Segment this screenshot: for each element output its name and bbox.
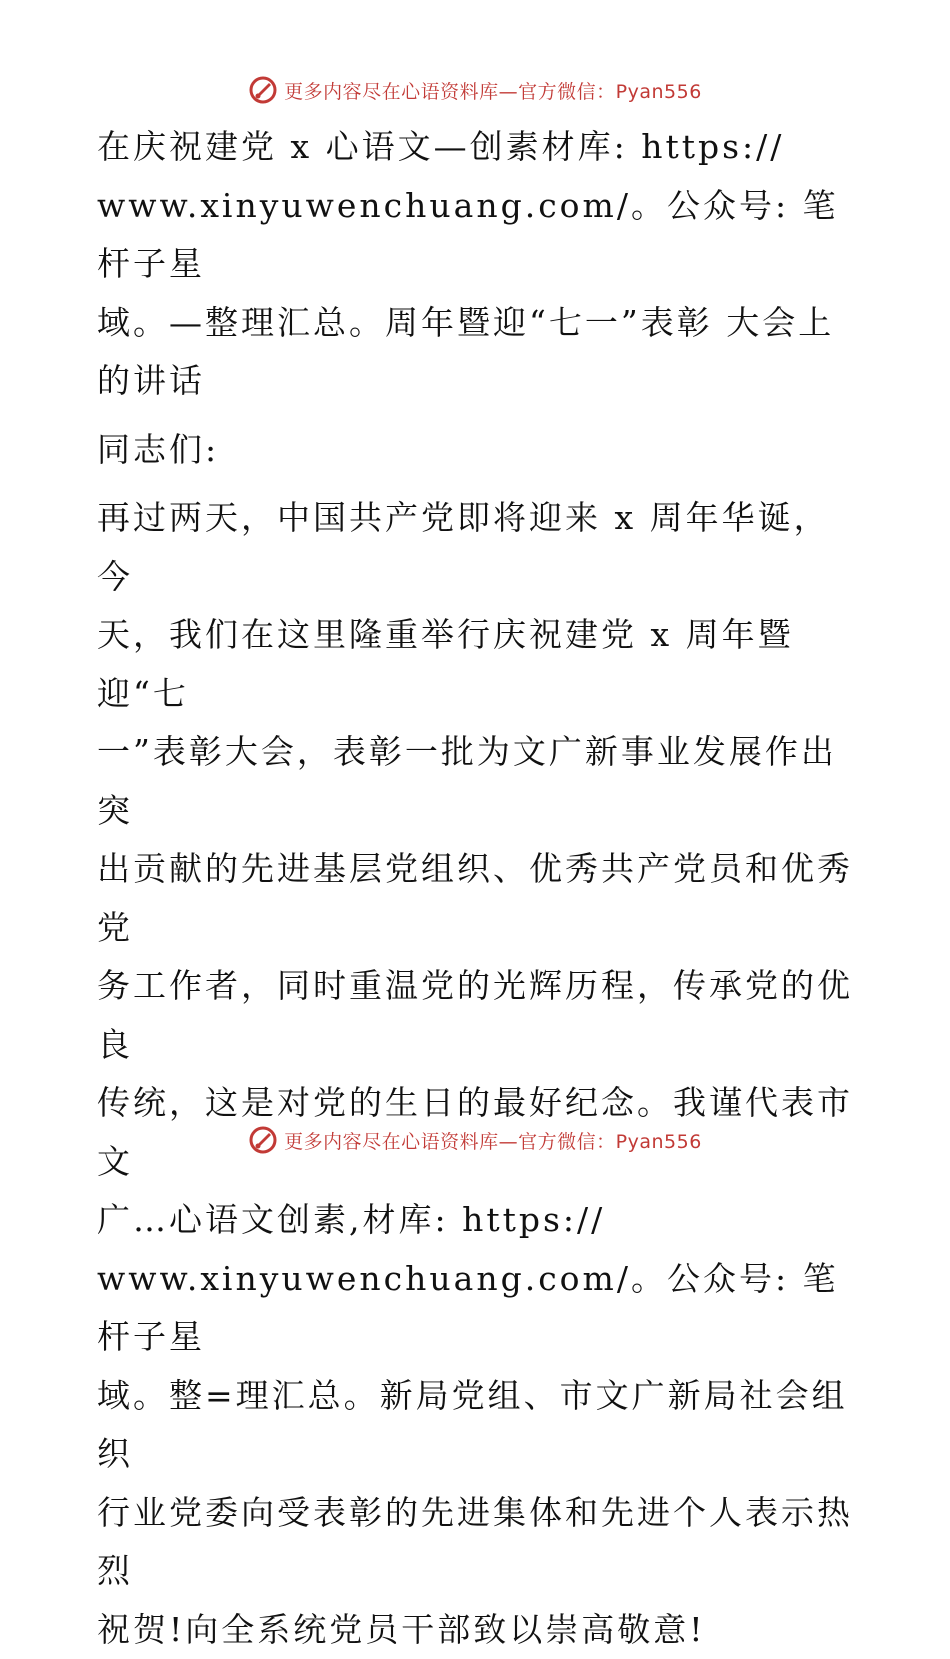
text-line: 祝贺!向全系统党员干部致以崇高敬意! xyxy=(97,1609,706,1649)
red-circular-logo-icon xyxy=(248,75,278,105)
text-line: 天，我们在这里隆重举行庆祝建党 x 周年暨迎“七 xyxy=(97,615,794,713)
text-line: 域。—整理汇总。周年暨迎“七一”表彰 大会上 xyxy=(97,302,835,342)
text-line: 一”表彰大会，表彰一批为文广新事业发展作出突 xyxy=(97,732,837,830)
watermark-wechat-handle: Pyan556 xyxy=(615,1130,702,1153)
text-line: 同志们: xyxy=(97,429,220,469)
text-line: 出贡献的先进基层党组织、优秀共产党员和优秀党 xyxy=(97,849,853,947)
watermark-text xyxy=(284,77,702,104)
text-line: www.xinyuwenchuang.com/。公众号: 笔杆子星 xyxy=(97,185,839,283)
text-line: 再过两天，中国共产党即将迎来 x 周年华诞，今 xyxy=(97,498,830,596)
header-watermark-banner xyxy=(0,70,950,110)
document-body xyxy=(97,118,857,1659)
text-line: 广…心语文创素,材库: https:// xyxy=(97,1200,606,1239)
body-paragraph xyxy=(97,489,857,1659)
text-line: www.xinyuwenchuang.com/。公众号: 笔杆子星 xyxy=(97,1258,839,1356)
text-line: 在庆祝建党 x 心语文—创素材库: https:// xyxy=(97,127,785,166)
salutation-paragraph xyxy=(97,421,857,480)
text-line: 域。整=理汇总。新局党组、市文广新局社会组织 xyxy=(97,1375,848,1473)
red-circular-logo-icon xyxy=(248,1125,278,1155)
title-paragraph xyxy=(97,118,857,411)
text-line: 务工作者，同时重温党的光辉历程，传承党的优良 xyxy=(97,966,853,1064)
watermark-text xyxy=(284,1127,702,1154)
watermark-text-main: 更多内容尽在心语资料库—官方微信： xyxy=(284,80,616,103)
text-line: 的讲话 xyxy=(97,361,205,400)
footer-watermark-banner xyxy=(0,1120,950,1160)
watermark-wechat-handle: Pyan556 xyxy=(615,80,702,103)
text-line: 传统，这是对党的生日的最好纪念。我谨代表市文 xyxy=(97,1083,853,1181)
text-line: 行业党委向受表彰的先进集体和先进个人表示热烈 xyxy=(97,1492,853,1590)
watermark-text-main: 更多内容尽在心语资料库—官方微信： xyxy=(284,1130,616,1153)
